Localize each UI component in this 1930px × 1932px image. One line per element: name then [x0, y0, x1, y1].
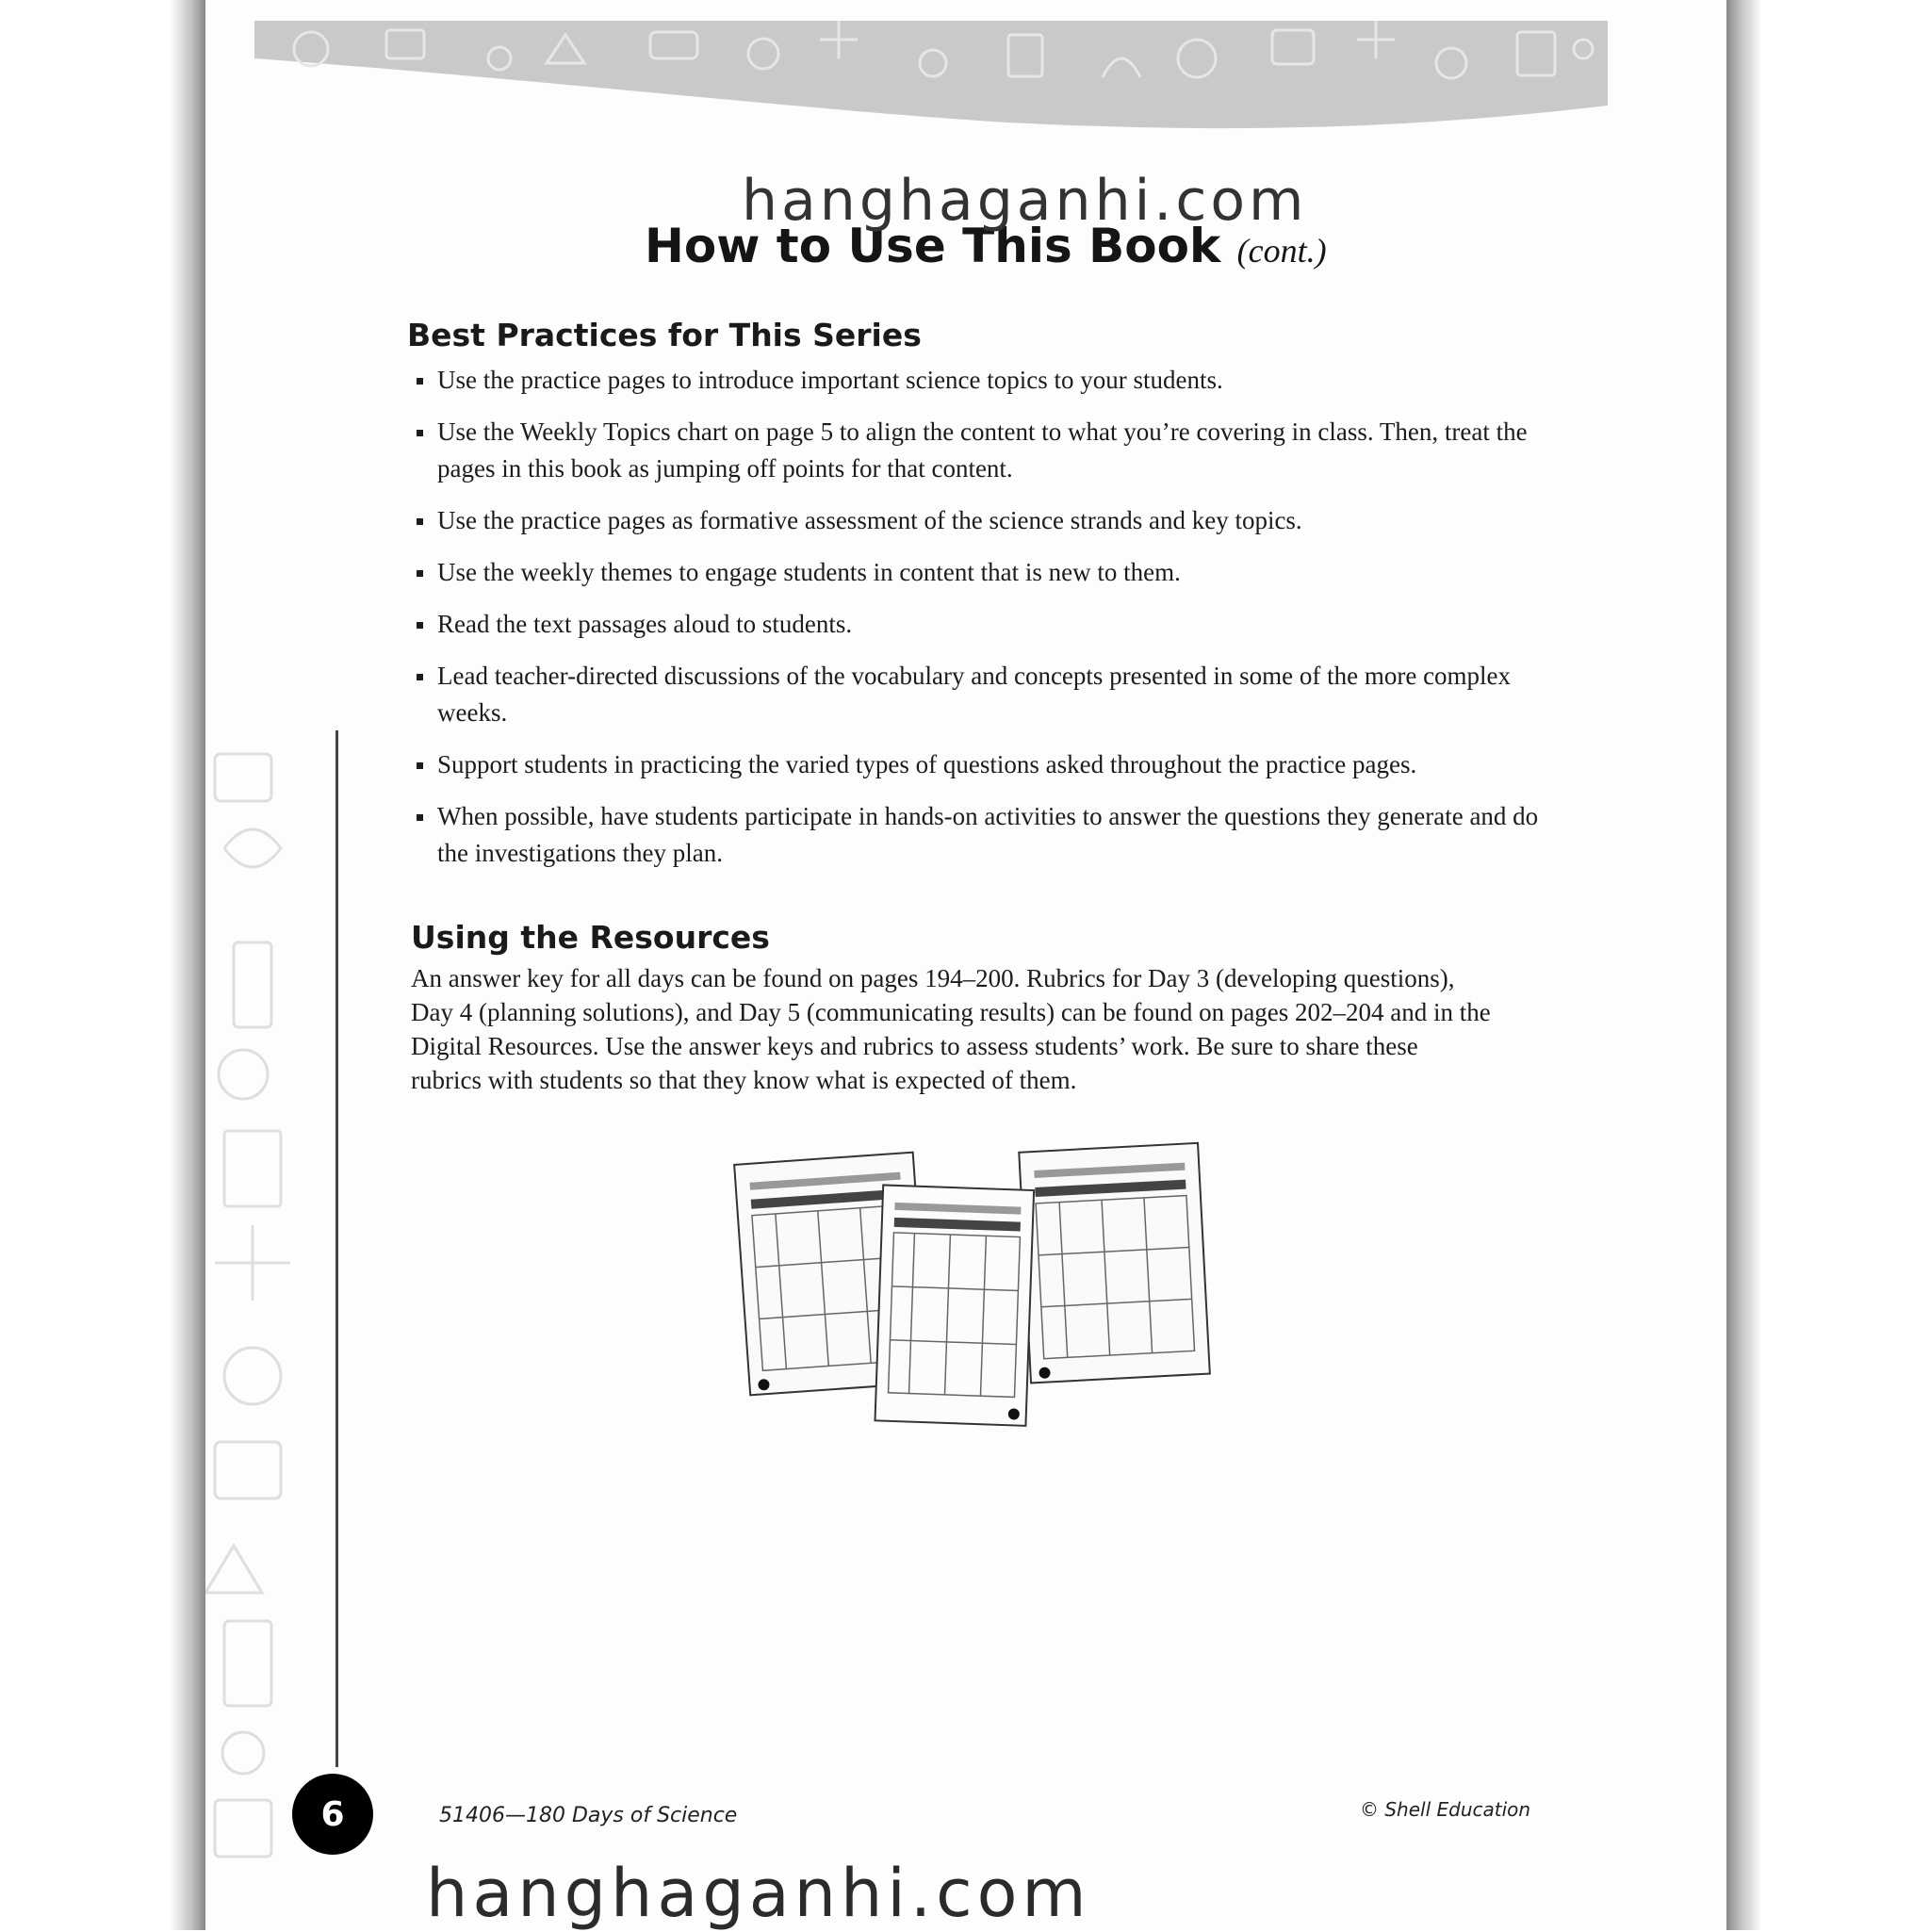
watermark-bottom: hanghaganhi.com: [426, 1855, 1091, 1932]
watermark-top: hanghaganhi.com: [742, 168, 1308, 234]
resources-heading: Using the Resources: [411, 919, 770, 956]
list-item: Use the practice pages to introduce important science topics to your students.: [417, 362, 1547, 399]
list-item: Use the Weekly Topics chart on page 5 to align the content to what you’re covering in class. Then, treat the pages in this book as jumping off points for that content.: [417, 414, 1547, 487]
book-page: [205, 0, 1726, 1930]
list-item: Support students in practicing the varied types of questions asked throughout the practice pages.: [417, 746, 1547, 783]
list-item: When possible, have students participate in hands-on activities to answer the questions they generate and do the investigations they plan.: [417, 798, 1547, 872]
side-doodle-strip: [205, 132, 337, 1885]
list-item: Use the weekly themes to engage students in content that is new to them.: [417, 554, 1547, 591]
title-main: How to Use This Book: [645, 219, 1221, 273]
list-item: Lead teacher-directed discussions of the vocabulary and concepts presented in some of the more complex weeks.: [417, 658, 1547, 731]
page-number: 6: [320, 1794, 345, 1834]
rubric-sheet-right: [1019, 1143, 1210, 1384]
best-practices-list: [417, 362, 1547, 887]
page-shadow-right: [1725, 0, 1762, 1930]
footer-book-title: 51406—180 Days of Science: [439, 1804, 738, 1827]
resources-paragraph: An answer key for all days can be found on pages 194–200. Rubrics for Day 3 (developing questions), Day 4 (planning solutions), and Day 5 (communicating results) can be found on pages 202–204 and in the Digital Resources. Use the answer keys and rubrics to assess students’ work. Be sure to share these rubrics with students so that they know what is expected of them.: [411, 964, 1491, 1094]
page-shadow-left: [170, 0, 207, 1930]
footer-publisher: © Shell Education: [1360, 1798, 1531, 1821]
best-practices-heading: Best Practices for This Series: [407, 317, 922, 353]
rubric-thumbnails: [714, 1140, 1242, 1442]
title-suffix: (cont.): [1236, 232, 1327, 270]
rubric-sheet-middle: [875, 1185, 1035, 1425]
list-item: Use the practice pages as formative assessment of the science strands and key topics.: [417, 502, 1547, 539]
header-doodle-band: [254, 21, 1608, 134]
list-item: Read the text passages aloud to students.: [417, 606, 1547, 643]
side-rule: [335, 730, 338, 1767]
page-number-badge: [292, 1774, 373, 1855]
